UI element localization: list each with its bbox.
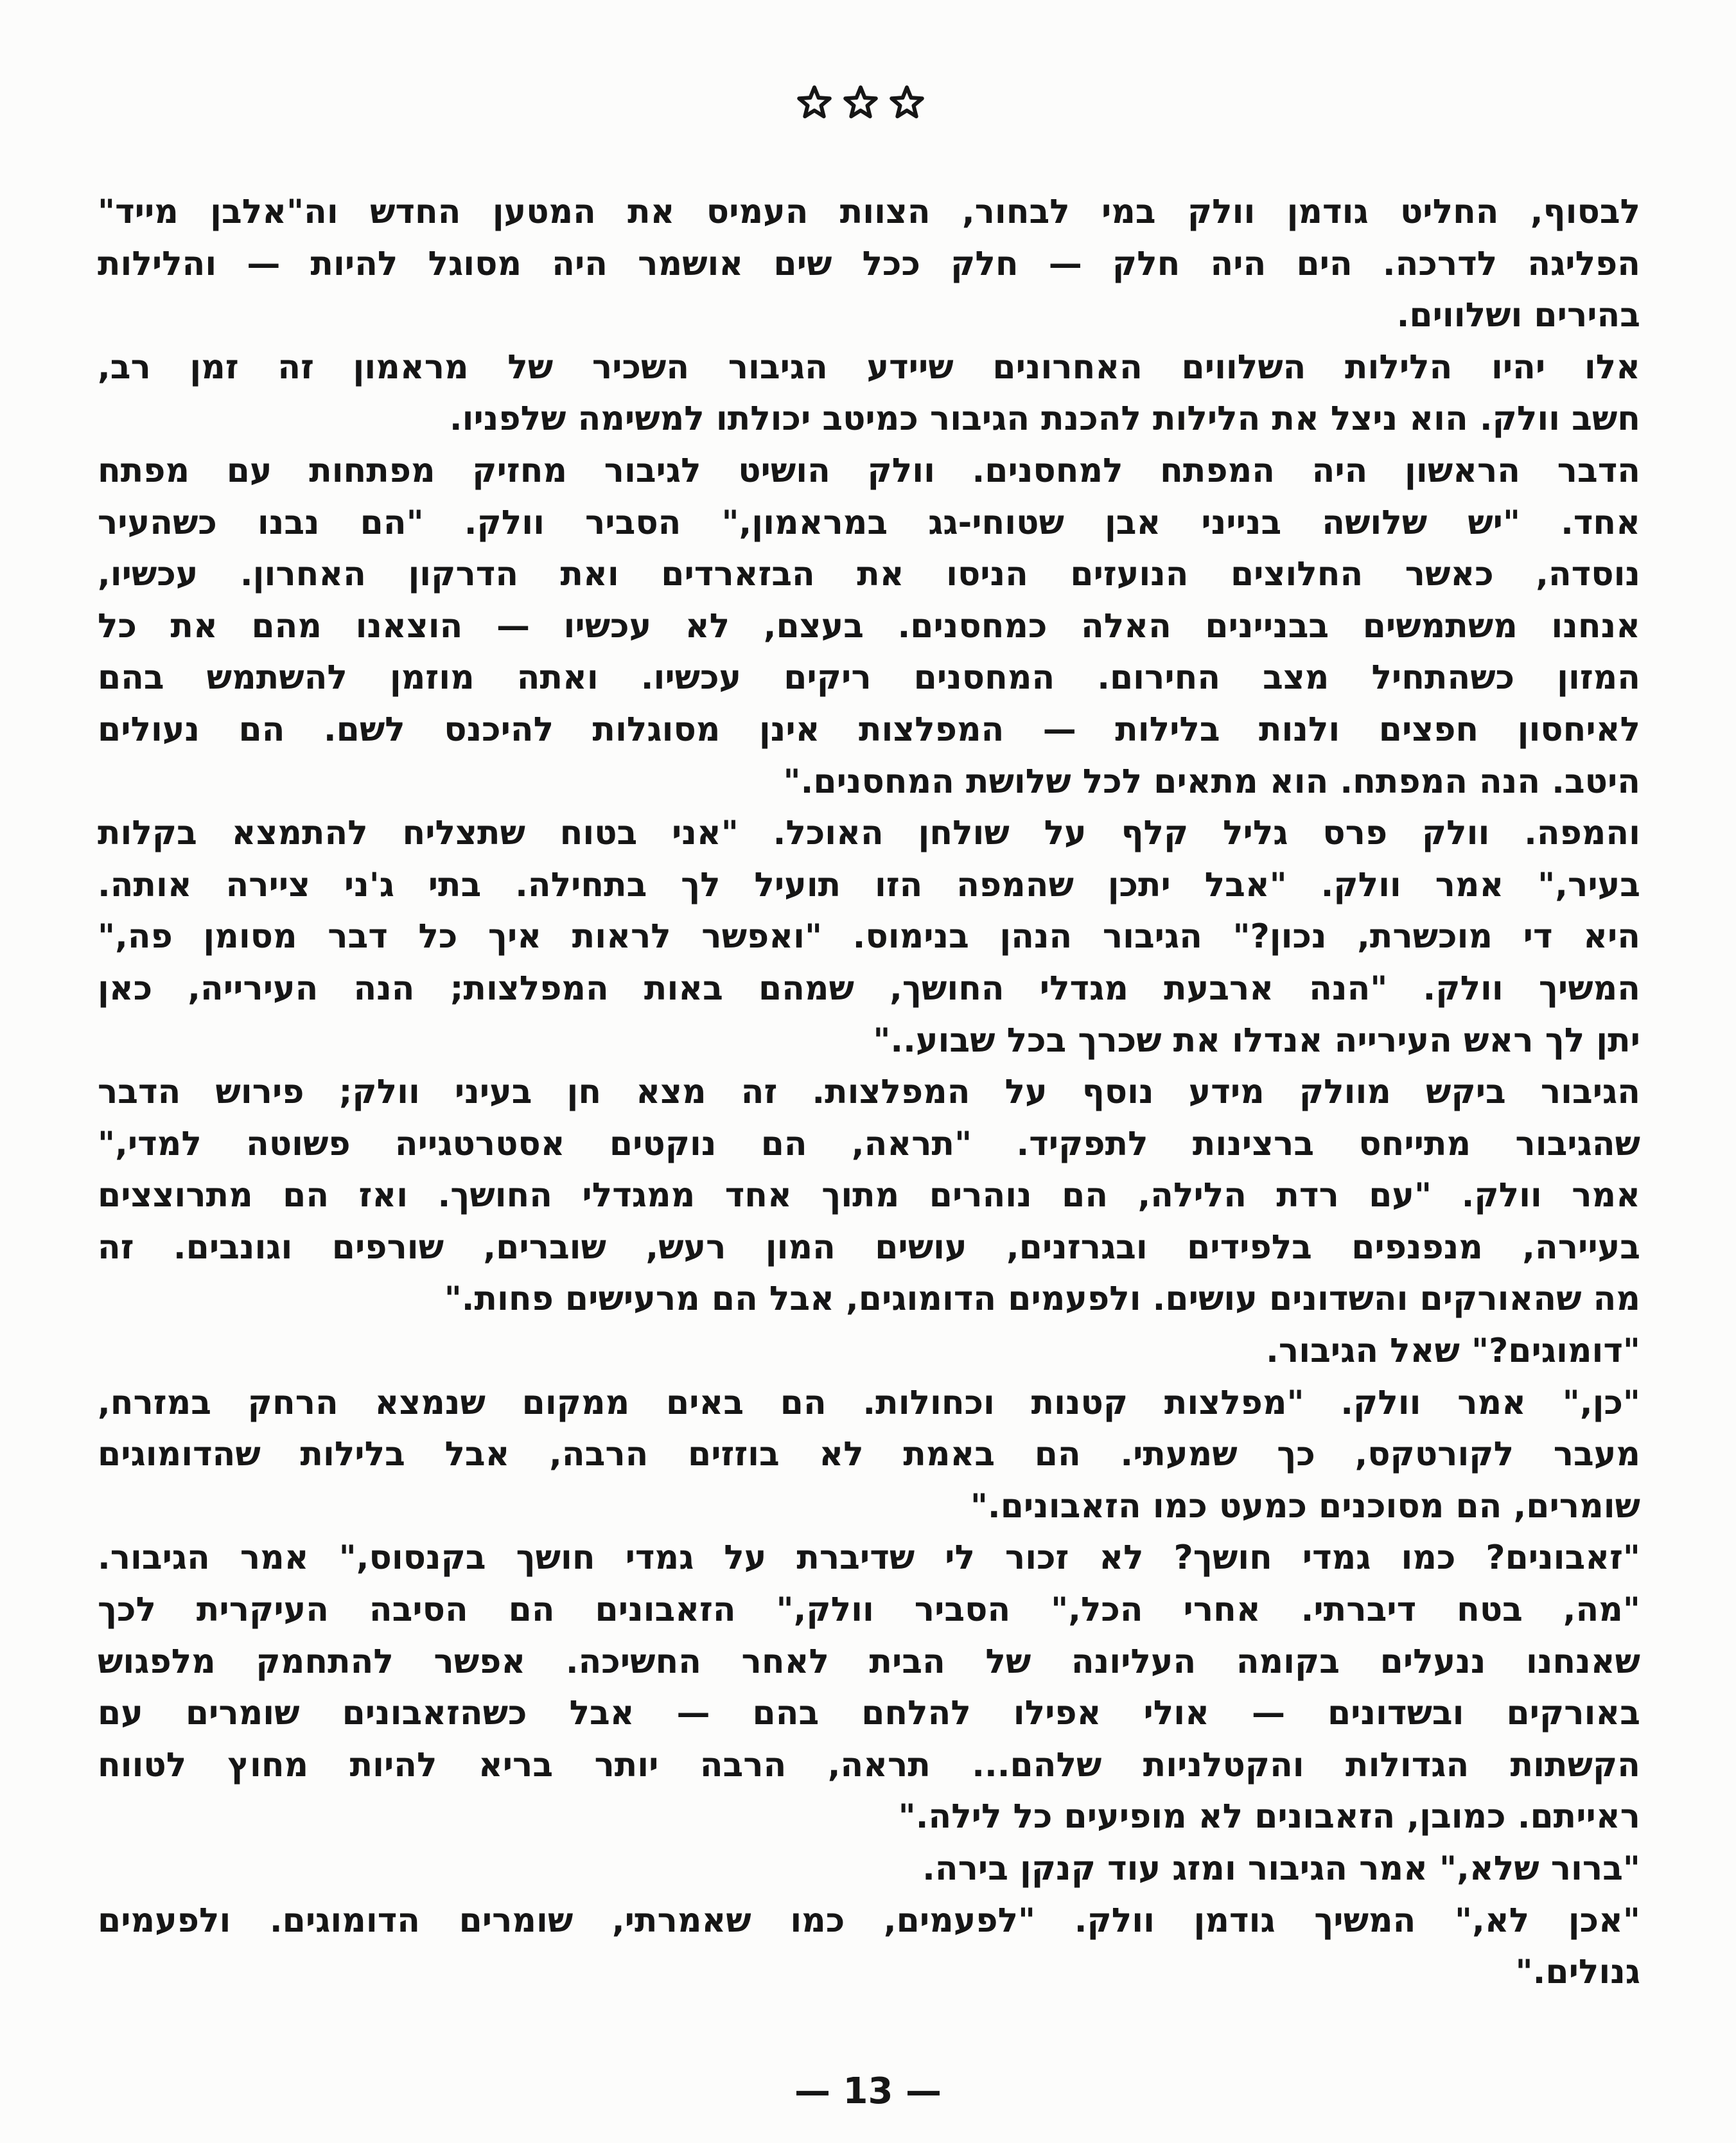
paragraph [98, 1532, 1640, 1584]
text-line: שאנחנו ננעלים בקומה העליונה של הבית לאחר החשיכה. אפשר להתחמק מלפגוש [98, 1642, 1640, 1681]
text-line: בעיר," אמר וולק. "אבל יתכן שהמפה הזו תועיל לך בתחילה. בתי ג'ני ציירה אותה. [98, 865, 1640, 904]
text-line: המשיך וולק. "הנה ארבעת מגדלי החושך, שמהם באות המפלצות; הנה העירייה, כאן [98, 969, 1640, 1008]
text-line: לבסוף, החליט גודמן וולק במי לבחור, הצוות העמיס את המטען החדש וה"אלבן מייד" [98, 193, 1640, 231]
text-line: אלו יהיו הלילות השלווים האחרונים שיידע הגיבור השכיר של מראמון זה זמן רב, [98, 348, 1640, 387]
text-line: הפליגה לדרכה. הים היה חלק — חלק ככל שים אושמר היה מסוגל להיות — והלילות [98, 244, 1640, 283]
text-line: "ברור שלא," אמר הגיבור ומזג עוד קנקן בירה. [922, 1849, 1640, 1888]
paragraph [98, 1895, 1640, 1998]
text-line: הדבר הראשון היה המפתח למחסנים. וולק הושיט לגיבור מחזיק מפתחות עם מפתח [98, 451, 1640, 490]
text-line: והמפה. וולק פרס גליל קלף על שולחן האוכל. "אני בטוח שתצליח להתמצא בקלות [98, 814, 1640, 853]
star-icon [845, 87, 876, 116]
text-line: בהירים ושלווים. [1396, 296, 1640, 335]
paragraph [98, 342, 1640, 445]
text-line: "זאבונים? כמו גמדי חושך? לא זכור לי שדיברת על גמדי חושך בקנסוס," אמר הגיבור. [98, 1539, 1640, 1578]
text-line: המזון כשהתחיל מצב החירום. המחסנים ריקים עכשיו. ואתה מוזמן להשתמש בהם [98, 658, 1640, 698]
paragraph [98, 807, 1640, 1066]
text-line: שומרים, הם מסוכנים כמעט כמו הזאבונים." [970, 1486, 1640, 1526]
text-line: ראייתם. כמובן, הזאבונים לא מופיעים כל לילה." [898, 1797, 1640, 1837]
text-line: יתן לך ראש העירייה אנדלו את שכרך בכל שבוע.." [873, 1021, 1640, 1060]
star-ornament [790, 84, 931, 122]
text-line: נוסדה, כאשר החלוצים הנועזים הניסו את הבזארדים ואת הדרקון האחרון. עכשיו, [98, 555, 1640, 594]
text-line: בעיירה, מנפנפים בלפידים ובגרזנים, עושים המון רעש, שוברים, שורפים וגונבים. זה [98, 1228, 1640, 1267]
star-icon [799, 87, 830, 116]
text-line: גנולים." [1515, 1953, 1640, 1992]
star-icon [891, 87, 922, 116]
page-number: — 13 — [794, 2070, 942, 2112]
text-line: אנחנו משתמשים בבניינים האלה כמחסנים. בעצם, לא עכשיו — הוצאנו מהם את כל [98, 606, 1640, 646]
text-line: "דומוגים?" שאל הגיבור. [1266, 1332, 1640, 1371]
text-line: לאיחסון חפצים ולנות בלילות — המפלצות אינן מסוגלות להיכנס לשם. הם נעולים [98, 710, 1640, 749]
paragraph [98, 445, 1640, 807]
text-line: שהגיבור מתייחס ברצינות לתפקיד. "תראה, הם נוקטים אסטרטגייה פשוטה למדי," [98, 1124, 1640, 1163]
paragraph [98, 186, 1640, 342]
text-line: חשב וולק. הוא ניצל את הלילות להכנת הגיבור כמיטב יכולתו למשימה שלפניו. [449, 400, 1640, 439]
text-line: "כן," אמר וולק. "מפלצות קטנות וכחולות. הם באים ממקום שנמצא הרחק במזרח, [98, 1383, 1640, 1422]
text-line: הגיבור ביקש מוולק מידע נוסף על המפלצות. זה מצא חן בעיני וולק; פירוש הדבר [98, 1073, 1640, 1112]
text-line: מה שהאורקים והשדונים עושים. ולפעמים הדומוגים, אבל הם מרעישים פחות." [444, 1280, 1640, 1319]
text-line: היא די מוכשרת, נכון?" הגיבור הנהן בנימוס. "ואפשר לראות איך כל דבר מסומן פה," [98, 917, 1640, 957]
paragraph [98, 1843, 1640, 1895]
paragraph [98, 1377, 1640, 1533]
text-line: "מה, בטח דיברתי. אחרי הכל," הסביר וולק," הזאבונים הם הסיבה העיקרית לכך [98, 1591, 1640, 1630]
text-line: מעבר לקורטקס, כך שמעתי. הם באמת לא בוזזים הרבה, אבל בלילות שהדומוגים [98, 1435, 1640, 1474]
paragraph [98, 1325, 1640, 1377]
text-line: באורקים ובשדונים — אולי אפילו להלחם בהם — אבל כשהזאבונים שומרים עם [98, 1694, 1640, 1733]
text-line: "אכן לא," המשיך גודמן וולק. "לפעמים, כמו שאמרתי, שומרים הדומוגים. ולפעמים [98, 1901, 1640, 1940]
paragraph [98, 1066, 1640, 1325]
paragraph [98, 1584, 1640, 1843]
body-text [98, 186, 1640, 1998]
text-line: אחד. "יש שלושה בנייני אבן שטוחי-גג במראמון," הסביר וולק. "הם נבנו כשהעיר [98, 503, 1640, 542]
text-line: אמר וולק. "עם רדת הלילה, הם נוהרים מתוך אחד ממגדלי החושך. ואז הם מתרוצצים [98, 1176, 1640, 1215]
text-line: הקשתות הגדולות והקטלניות שלהם... תראה, הרבה יותר בריא להיות מחוץ לטווח [98, 1745, 1640, 1785]
text-line: היטב. הנה המפתח. הוא מתאים לכל שלושת המחסנים." [783, 762, 1640, 801]
